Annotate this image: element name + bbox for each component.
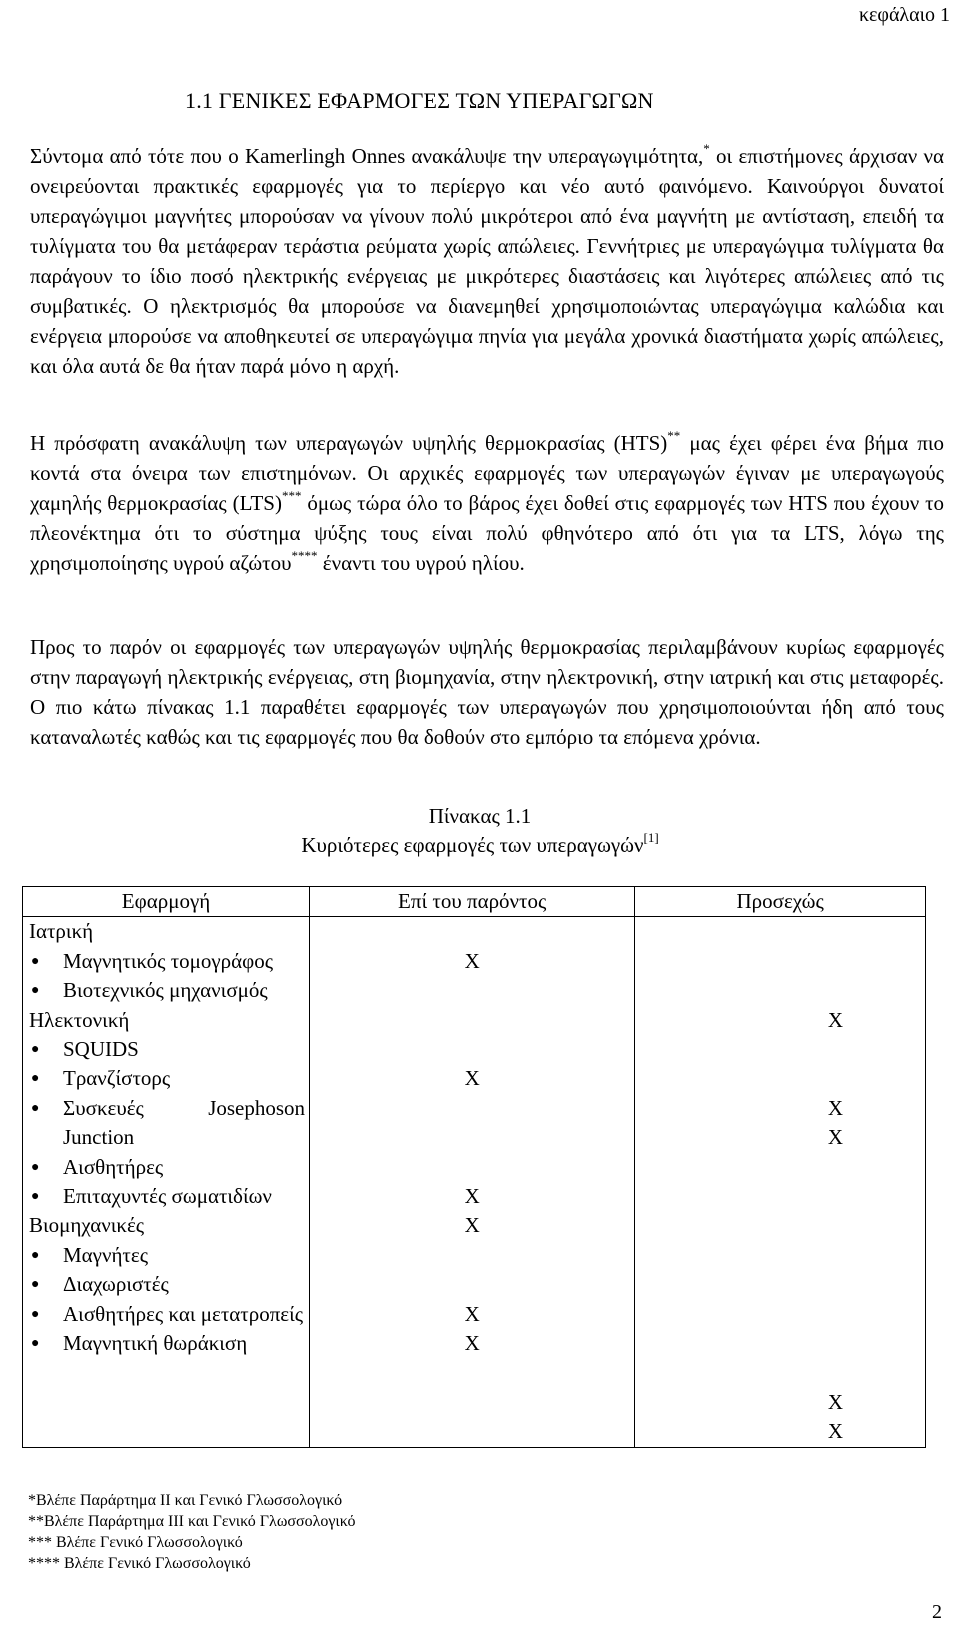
footnote-ref: **** — [291, 548, 318, 563]
page-number: 2 — [932, 1601, 942, 1623]
bullet-icon: ● — [31, 1189, 40, 1205]
mark-empty — [635, 1182, 925, 1211]
upcoming-cell — [635, 917, 926, 1447]
mark-empty — [635, 1329, 925, 1358]
category-label: Ιατρική — [29, 919, 94, 944]
footnote: **Βλέπε Παράρτημα ΙΙΙ και Γενικό Γλωσσολογικό — [28, 1513, 356, 1530]
item-label: Μαγνητικός τομογράφος — [63, 948, 274, 973]
mark-empty — [310, 1006, 634, 1035]
footnote-ref: ** — [667, 428, 681, 443]
mark-empty — [635, 1035, 925, 1064]
mark-empty — [310, 1035, 634, 1064]
bullet-icon: ● — [31, 1336, 40, 1352]
list-item — [23, 1300, 309, 1329]
mark-empty — [635, 1064, 925, 1093]
mark-empty — [635, 1270, 925, 1299]
bullet-icon: ● — [31, 1159, 40, 1175]
mark-empty — [635, 976, 925, 1005]
footnote: *** Βλέπε Γενικό Γλωσσολογικό — [28, 1534, 243, 1551]
current-mark: X — [464, 1066, 480, 1091]
bullet-icon: ● — [31, 953, 40, 969]
category-label: Ηλεκτονική — [29, 1007, 130, 1032]
paragraph-text: έναντι του υγρού ηλίου. — [317, 551, 525, 575]
paragraph-text: όμως τώρα όλο το βάρος έχει δοθεί στις εφαρμογές των HTS που έχουν το πλεονέκτημα ότι το σύστημα ψύξης τους είναι πολύ φθηνότερο από ότι για τα LTS, λόγω της χρησιμοποίησης υγρού αζώτου — [30, 491, 945, 575]
current-mark: X — [464, 1184, 480, 1209]
current-mark: X — [464, 1213, 480, 1238]
mark-empty — [310, 1153, 634, 1182]
item-label: Συσκευές Josephoson Junction — [63, 1095, 306, 1150]
footnote: *Βλέπε Παράρτημα ΙΙ και Γενικό Γλωσσολογικό — [28, 1492, 343, 1509]
item-label: Επιταχυντές σωματιδίων — [63, 1184, 272, 1209]
mark-empty — [635, 1241, 925, 1270]
paragraph-text: Σύντομα από τότε που ο Kamerlingh Onnes ανακάλυψε την υπεραγωγιμότητα, — [30, 144, 704, 168]
table-row — [23, 917, 926, 1447]
mark-empty — [635, 1359, 925, 1388]
mark-empty — [310, 976, 634, 1005]
item-label: Αισθητήρες — [63, 1154, 164, 1179]
paragraph-text: οι επιστήμονες άρχισαν να ονειρεύονται πρακτικές εφαρμογές για το περίεργο και νέο αυτό φαινόμενο. Καινούργοι δυνατοί υπεραγώγιμοι μαγνήτες μπορούσαν να γίνουν πολύ μικρότεροι από ένα μαγνήτη με αντίσταση, επειδή τα τυλίγματα του θα μετάφεραν τεράστια ρεύματα χωρίς απώλειες. Γεννήτριες με υπεραγώγιμα τυλίγματα θα παράγουν το ίδιο ποσό ηλεκτρικής ενέργειας με μικρότερες διαστάσεις και λιγότερες απώλειες από τις συμβατικές. Ο ηλεκτρισμός θα μπορούσε να διανεμηθεί χρησιμοποιώντας υπεραγώγιμα καλώδια και ενέργεια μπορούσε να αποθηκευτεί σε υπεραγώγιμα πηνία για μεγάλα χρονικά διαστήματα χωρίς απώλειες, και όλα αυτά δε θα ήταν παρά μόνο η αρχή. — [30, 144, 944, 378]
item-label: Τρανζίστορς — [63, 1066, 171, 1091]
footnote-ref: * — [703, 141, 710, 156]
application-cell — [23, 917, 310, 1447]
upcoming-mark: X — [827, 1125, 843, 1150]
upcoming-mark: X — [827, 1095, 843, 1120]
mark-empty — [310, 1270, 634, 1299]
upcoming-mark: X — [827, 1389, 843, 1414]
list-item — [23, 1153, 309, 1182]
bullet-icon: ● — [31, 1277, 40, 1293]
list-item — [23, 1270, 309, 1299]
paragraph-hts — [30, 428, 944, 578]
bullet-icon: ● — [31, 1247, 40, 1263]
list-item — [23, 1064, 309, 1093]
current-mark: X — [464, 1331, 480, 1356]
list-item — [23, 1094, 309, 1153]
paragraph-text: Η πρόσφατη ανακάλυψη των υπεραγωγών υψηλής θερμοκρασίας (HTS) — [30, 431, 668, 455]
footnote-ref: *** — [281, 488, 302, 503]
list-item — [23, 976, 309, 1005]
mark-empty — [635, 1300, 925, 1329]
current-cell — [310, 917, 635, 1447]
caption-title-text: Κυριότερες εφαρμογές των υπεραγωγών — [301, 833, 644, 857]
chapter-header: κεφάλαιο 1 — [858, 4, 950, 26]
column-header: Εφαρμογή — [23, 887, 310, 917]
paragraph-intro — [30, 141, 944, 381]
table-caption-number: Πίνακας 1.1 — [428, 804, 532, 828]
bullet-icon: ● — [31, 983, 40, 999]
section-title: 1.1 ΓΕΝΙΚΕΣ ΕΦΑΡΜΟΓΕΣ ΤΩΝ ΥΠΕΡΑΓΩΓΩΝ — [185, 88, 654, 113]
list-item — [23, 1241, 309, 1270]
footnote: **** Βλέπε Γενικό Γλωσσολογικό — [28, 1555, 251, 1572]
upcoming-mark: X — [827, 1419, 843, 1444]
footnotes — [28, 1490, 355, 1574]
mark-empty — [635, 1153, 925, 1182]
bullet-icon: ● — [31, 1306, 40, 1322]
list-item — [23, 1329, 309, 1358]
applications-table — [22, 886, 926, 1448]
item-label: SQUIDS — [63, 1037, 139, 1062]
mark-empty — [310, 1123, 634, 1152]
table-caption-title — [0, 830, 960, 858]
list-item — [23, 1035, 309, 1064]
category-label: Βιομηχανικές — [29, 1213, 145, 1238]
citation-ref: [1] — [643, 830, 659, 845]
upcoming-mark: X — [827, 1007, 843, 1032]
item-label: Μαγνητική θωράκιση — [63, 1331, 248, 1356]
item-label: Διαχωριστές — [63, 1272, 169, 1297]
current-mark: X — [464, 948, 480, 973]
bullet-icon: ● — [31, 1071, 40, 1087]
bullet-icon: ● — [31, 1042, 40, 1058]
list-item — [23, 1182, 309, 1211]
item-label: Αισθητήρες και μετατροπείς — [63, 1301, 304, 1326]
bullet-icon: ● — [31, 1100, 40, 1116]
list-item — [23, 947, 309, 976]
table-header-row — [23, 887, 926, 917]
item-label: Βιοτεχνικός μηχανισμός — [63, 978, 268, 1003]
item-label: Μαγνήτες — [63, 1242, 149, 1267]
mark-empty — [635, 917, 925, 946]
paragraph-current-applications: Προς το παρόν οι εφαρμογές των υπεραγωγών υψηλής θερμοκρασίας περιλαμβάνουν κυρίως εφαρμογές στην παραγωγή ηλεκτρικής ενέργειας, στη βιομηχανία, στην ηλεκτρονική, στην ιατρική και στις μεταφορές. Ο πιο κάτω πίνακας 1.1 παραθέτει εφαρμογές των υπεραγωγών που χρησιμοποιούνται ήδη από τους καταναλωτές καθώς και τις εφαρμογές που θα δοθούν στο εμπόριο τα επόμενα χρόνια. — [30, 635, 944, 749]
paragraph-text: μας έχει φέρει ένα βήμα πιο κοντά στα όνειρα των επιστημόνων. Οι αρχικές εφαρμογές των υπεραγωγών έγιναν με υπεραγωγούς χαμηλής θερμοκρασίας (LTS) — [30, 431, 944, 515]
column-header: Επί του παρόντος — [310, 887, 635, 917]
current-mark: X — [464, 1301, 480, 1326]
mark-empty — [310, 1094, 634, 1123]
column-header: Προσεχώς — [635, 887, 926, 917]
mark-empty — [310, 1241, 634, 1270]
mark-empty — [635, 947, 925, 976]
mark-empty — [635, 1211, 925, 1240]
mark-empty — [310, 917, 634, 946]
